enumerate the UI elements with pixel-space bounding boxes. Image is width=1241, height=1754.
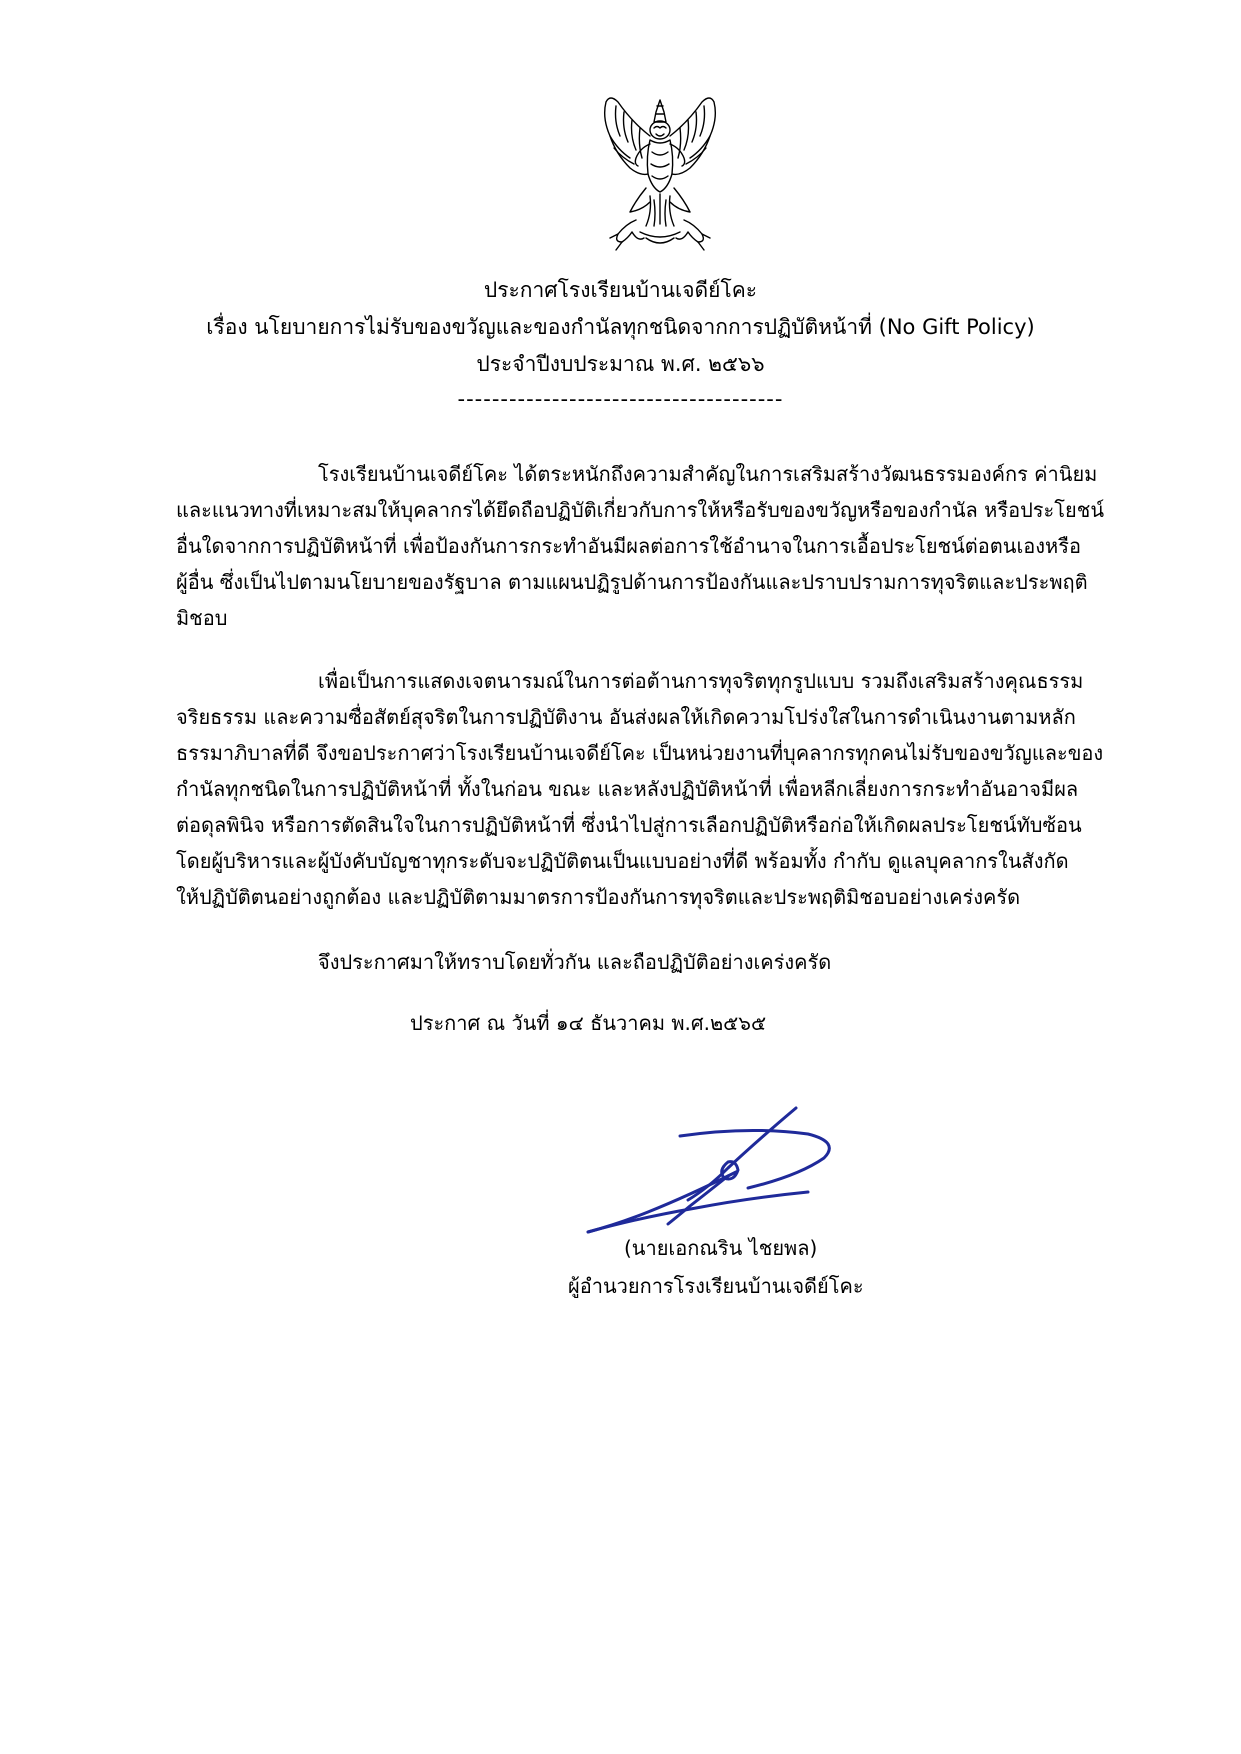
handwritten-signature xyxy=(578,1100,878,1250)
signer-name: (นายเอกณริน ไชยพล) xyxy=(624,1236,818,1260)
signer-title: ผู้อำนวยการโรงเรียนบ้านเจดีย์โคะ xyxy=(568,1274,864,1298)
paragraph-line: ธรรมาภิบาลที่ดี จึงขอประกาศว่าโรงเรียนบ้านเจดีย์โคะ เป็นหน่วยงานที่บุคลากรทุกคนไม่รับของขวัญและของ xyxy=(176,741,1104,765)
announcement-date: ประกาศ ณ วันที่ ๑๔ ธันวาคม พ.ศ.๒๕๖๕ xyxy=(410,1011,767,1035)
paragraph-declaration xyxy=(176,663,1134,915)
closing-statement: จึงประกาศมาให้ทราบโดยทั่วกัน และถือปฏิบัติอย่างเคร่งครัด xyxy=(318,950,832,974)
garuda-emblem-icon xyxy=(596,92,724,260)
paragraph-line: เพื่อเป็นการแสดงเจตนารมณ์ในการต่อต้านการทุจริตทุกรูปแบบ รวมถึงเสริมสร้างคุณธรรม xyxy=(318,669,1084,693)
paragraph-line: มิชอบ xyxy=(176,606,228,630)
paragraph-line: และแนวทางที่เหมาะสมให้บุคลากรได้ยึดถือปฏิบัติเกี่ยวกับการให้หรือรับของขวัญหรือของกำนัล หรือประโยชน์ xyxy=(176,498,1104,522)
announcement-title: ประกาศโรงเรียนบ้านเจดีย์โคะ xyxy=(483,278,758,302)
paragraph-line: ให้ปฏิบัติตนอย่างถูกต้อง และปฏิบัติตามมาตรการป้องกันการทุจริตและประพฤติมิชอบอย่างเคร่งครัด xyxy=(176,885,1021,909)
heading-divider: -------------------------------------- xyxy=(457,387,784,411)
fiscal-year-line: ประจำปีงบประมาณ พ.ศ. ๒๕๖๖ xyxy=(476,352,765,376)
paragraph-line: จริยธรรม และความซื่อสัตย์สุจริตในการปฏิบัติงาน อันส่งผลให้เกิดความโปร่งใสในการดำเนินงานตามหลัก xyxy=(176,705,1076,729)
paragraph-line: โดยผู้บริหารและผู้บังคับบัญชาทุกระดับจะปฏิบัติตนเป็นแบบอย่างที่ดี พร้อมทั้ง กำกับ ดูแลบุคลากรในสังกัด xyxy=(176,849,1069,873)
paragraph-line: อื่นใดจากการปฏิบัติหน้าที่ เพื่อป้องกันการกระทำอันมีผลต่อการใช้อำนาจในการเอื้อประโยชน์ต่อตนเองหรือ xyxy=(176,534,1081,558)
paragraph-line: ต่อดุลพินิจ หรือการตัดสินใจในการปฏิบัติหน้าที่ ซึ่งนำไปสู่การเลือกปฏิบัติหรือก่อให้เกิดผลประโยชน์ทับซ้อน xyxy=(176,813,1082,837)
paragraph-policy-context xyxy=(176,456,1134,636)
paragraph-line: ผู้อื่น ซึ่งเป็นไปตามนโยบายของรัฐบาล ตามแผนปฏิรูปด้านการป้องกันและปราบปรามการทุจริตและประพฤติ xyxy=(176,570,1088,594)
paragraph-line: กำนัลทุกชนิดในการปฏิบัติหน้าที่ ทั้งในก่อน ขณะ และหลังปฏิบัติหน้าที่ เพื่อหลีกเลี่ยงการกระทำอันอาจมีผล xyxy=(176,777,1079,801)
paragraph-line: โรงเรียนบ้านเจดีย์โคะ ได้ตระหนักถึงความสำคัญในการเสริมสร้างวัฒนธรรมองค์กร ค่านิยม xyxy=(318,462,1098,486)
announcement-subject: เรื่อง นโยบายการไม่รับของขวัญและของกำนัลทุกชนิดจากการปฏิบัติหน้าที่ (No Gift Policy) xyxy=(206,315,1035,339)
